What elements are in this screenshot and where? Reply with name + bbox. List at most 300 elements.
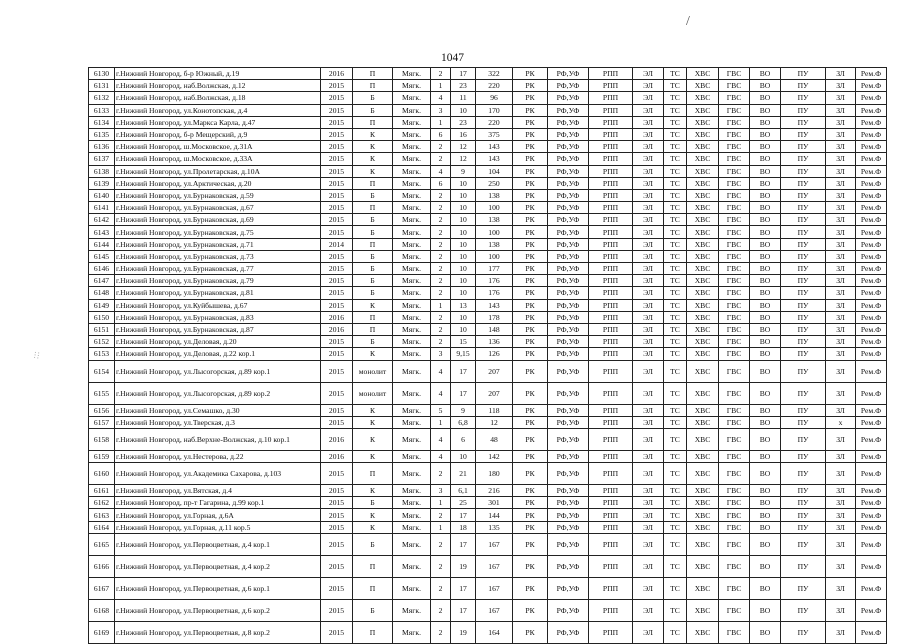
cell-roof-type: Мягк. [393,463,431,485]
cell-work-vo: ВО [750,153,781,165]
cell-work-gvs: ГВС [719,533,750,555]
cell-work-vo: ВО [750,92,781,104]
cell-year: 2015 [321,214,353,226]
cell-floors: 15 [451,336,476,348]
cell-apartments: 126 [476,348,513,360]
cell-work-rem-f: Рем.Ф [856,287,887,299]
cell-work-rpp: РПП [589,214,633,226]
cell-floors: 19 [451,555,476,577]
cell-work-rk: РК [513,104,548,116]
cell-work-hvs: ХВС [687,116,719,128]
cell-work-rem-f: Рем.Ф [856,165,887,177]
cell-work-pu: ПУ [781,497,826,509]
cell-year: 2014 [321,238,353,250]
cell-address: г.Нижний Новгород, ул.Маркса Карла, д.47 [115,116,321,128]
cell-floors: 19 [451,621,476,643]
cell-work-gvs: ГВС [719,104,750,116]
table-row [89,521,887,533]
cell-row-number: 6160 [89,463,115,485]
cell-work-vo: ВО [750,404,781,416]
table-row [89,68,887,80]
cell-apartments: 138 [476,238,513,250]
cell-work-rf-uf: РФ,УФ [548,336,589,348]
cell-work-rem-f: Рем.Ф [856,68,887,80]
cell-work-rk: РК [513,250,548,262]
cell-work-ts: ТС [664,116,687,128]
cell-work-rem-f: Рем.Ф [856,485,887,497]
table-row [89,128,887,140]
cell-work-rk: РК [513,533,548,555]
cell-work-el: ЭЛ [633,404,664,416]
cell-apartments: 178 [476,311,513,323]
cell-year: 2015 [321,287,353,299]
cell-row-number: 6135 [89,128,115,140]
cell-floors: 10 [451,104,476,116]
cell-year: 2016 [321,428,353,450]
cell-year: 2016 [321,68,353,80]
cell-work-pu: ПУ [781,214,826,226]
cell-year: 2015 [321,128,353,140]
cell-work-hvs: ХВС [687,153,719,165]
cell-work-ts: ТС [664,428,687,450]
cell-address: г.Нижний Новгород, ул.Бурнаковская, д.79 [115,275,321,287]
table-row [89,348,887,360]
cell-work-rem-f: Рем.Ф [856,80,887,92]
cell-work-vo: ВО [750,416,781,428]
table-row [89,116,887,128]
cell-work-pu: ПУ [781,141,826,153]
cell-floors: 6 [451,428,476,450]
cell-work-gvs: ГВС [719,189,750,201]
cell-year: 2015 [321,299,353,311]
cell-wall-material: П [353,80,393,92]
cell-address: г.Нижний Новгород, ул.Лысогорская, д.89 кор.1 [115,360,321,382]
cell-work-rf-uf: РФ,УФ [548,250,589,262]
cell-work-el: ЭЛ [633,116,664,128]
cell-floors: 10 [451,275,476,287]
cell-work-pu: ПУ [781,323,826,335]
cell-work-rf-uf: РФ,УФ [548,165,589,177]
cell-year: 2015 [321,177,353,189]
cell-work-rpp: РПП [589,250,633,262]
cell-work-zl: ЗЛ [826,141,856,153]
cell-work-ts: ТС [664,80,687,92]
cell-work-hvs: ХВС [687,250,719,262]
cell-year: 2015 [321,250,353,262]
cell-work-hvs: ХВС [687,497,719,509]
cell-floors: 10 [451,287,476,299]
cell-entrances: 4 [431,428,451,450]
cell-work-el: ЭЛ [633,177,664,189]
cell-work-zl: ЗЛ [826,599,856,621]
cell-work-rem-f: Рем.Ф [856,189,887,201]
table-row [89,497,887,509]
cell-floors: 10 [451,226,476,238]
cell-roof-type: Мягк. [393,177,431,189]
cell-work-el: ЭЛ [633,621,664,643]
cell-entrances: 2 [431,463,451,485]
cell-work-zl: ЗЛ [826,577,856,599]
cell-work-vo: ВО [750,177,781,189]
cell-work-zl: ЗЛ [826,238,856,250]
table-row [89,463,887,485]
cell-work-el: ЭЛ [633,323,664,335]
cell-work-ts: ТС [664,226,687,238]
cell-roof-type: Мягк. [393,336,431,348]
cell-row-number: 6134 [89,116,115,128]
cell-work-vo: ВО [750,311,781,323]
cell-work-ts: ТС [664,263,687,275]
cell-work-rem-f: Рем.Ф [856,177,887,189]
cell-work-pu: ПУ [781,599,826,621]
cell-work-gvs: ГВС [719,463,750,485]
cell-address: г.Нижний Новгород, наб.Волжская, д.12 [115,80,321,92]
cell-roof-type: Мягк. [393,165,431,177]
cell-work-zl: ЗЛ [826,533,856,555]
cell-work-rpp: РПП [589,116,633,128]
cell-work-gvs: ГВС [719,311,750,323]
cell-floors: 11 [451,92,476,104]
cell-work-rf-uf: РФ,УФ [548,92,589,104]
cell-work-rf-uf: РФ,УФ [548,382,589,404]
cell-wall-material: Б [353,287,393,299]
cell-roof-type: Мягк. [393,428,431,450]
cell-work-rk: РК [513,153,548,165]
cell-work-gvs: ГВС [719,238,750,250]
cell-entrances: 2 [431,621,451,643]
cell-work-gvs: ГВС [719,416,750,428]
cell-work-vo: ВО [750,80,781,92]
table-row [89,311,887,323]
cell-work-rpp: РПП [589,428,633,450]
cell-entrances: 3 [431,348,451,360]
cell-work-rem-f: Рем.Ф [856,116,887,128]
cell-work-hvs: ХВС [687,104,719,116]
cell-work-gvs: ГВС [719,263,750,275]
cell-work-rk: РК [513,416,548,428]
cell-work-ts: ТС [664,128,687,140]
cell-entrances: 3 [431,485,451,497]
cell-floors: 10 [451,250,476,262]
cell-work-rk: РК [513,287,548,299]
cell-work-rpp: РПП [589,92,633,104]
cell-work-rk: РК [513,165,548,177]
cell-entrances: 2 [431,533,451,555]
cell-work-rk: РК [513,555,548,577]
cell-work-zl: ЗЛ [826,214,856,226]
table-row [89,323,887,335]
cell-work-el: ЭЛ [633,509,664,521]
cell-work-gvs: ГВС [719,214,750,226]
cell-work-rk: РК [513,275,548,287]
cell-entrances: 4 [431,92,451,104]
cell-work-rk: РК [513,621,548,643]
cell-roof-type: Мягк. [393,116,431,128]
cell-work-rem-f: Рем.Ф [856,404,887,416]
cell-work-el: ЭЛ [633,263,664,275]
cell-wall-material: Б [353,275,393,287]
cell-work-rk: РК [513,80,548,92]
cell-roof-type: Мягк. [393,533,431,555]
cell-work-pu: ПУ [781,348,826,360]
cell-work-hvs: ХВС [687,428,719,450]
cell-wall-material: Б [353,189,393,201]
cell-work-el: ЭЛ [633,275,664,287]
cell-work-ts: ТС [664,360,687,382]
cell-address: г.Нижний Новгород, ул.Пролетарская, д.10А [115,165,321,177]
corner-pen-mark: / [686,14,690,29]
cell-work-rem-f: Рем.Ф [856,104,887,116]
cell-wall-material: П [353,621,393,643]
cell-work-vo: ВО [750,287,781,299]
cell-wall-material: К [353,416,393,428]
cell-floors: 21 [451,463,476,485]
cell-row-number: 6131 [89,80,115,92]
cell-work-pu: ПУ [781,263,826,275]
cell-floors: 10 [451,238,476,250]
cell-work-pu: ПУ [781,509,826,521]
cell-entrances: 2 [431,555,451,577]
cell-apartments: 144 [476,509,513,521]
cell-work-pu: ПУ [781,382,826,404]
cell-work-rf-uf: РФ,УФ [548,348,589,360]
cell-work-pu: ПУ [781,189,826,201]
cell-work-gvs: ГВС [719,323,750,335]
cell-work-rem-f: Рем.Ф [856,336,887,348]
cell-work-rem-f: Рем.Ф [856,299,887,311]
cell-work-el: ЭЛ [633,202,664,214]
cell-work-rem-f: Рем.Ф [856,311,887,323]
cell-row-number: 6155 [89,382,115,404]
cell-row-number: 6152 [89,336,115,348]
cell-row-number: 6141 [89,202,115,214]
cell-entrances: 1 [431,416,451,428]
cell-work-el: ЭЛ [633,450,664,462]
cell-work-rpp: РПП [589,238,633,250]
cell-work-hvs: ХВС [687,68,719,80]
cell-work-el: ЭЛ [633,189,664,201]
cell-row-number: 6158 [89,428,115,450]
cell-entrances: 2 [431,577,451,599]
cell-work-ts: ТС [664,323,687,335]
cell-work-hvs: ХВС [687,360,719,382]
cell-work-zl: ЗЛ [826,128,856,140]
cell-work-ts: ТС [664,311,687,323]
cell-work-ts: ТС [664,214,687,226]
cell-roof-type: Мягк. [393,263,431,275]
cell-work-rf-uf: РФ,УФ [548,275,589,287]
cell-work-hvs: ХВС [687,165,719,177]
cell-floors: 6,1 [451,485,476,497]
cell-work-gvs: ГВС [719,428,750,450]
cell-work-ts: ТС [664,404,687,416]
cell-row-number: 6163 [89,509,115,521]
cell-row-number: 6149 [89,299,115,311]
cell-work-zl: ЗЛ [826,428,856,450]
cell-work-el: ЭЛ [633,555,664,577]
cell-work-hvs: ХВС [687,621,719,643]
cell-wall-material: П [353,238,393,250]
cell-work-el: ЭЛ [633,214,664,226]
cell-work-rk: РК [513,404,548,416]
cell-work-rf-uf: РФ,УФ [548,177,589,189]
cell-work-rf-uf: РФ,УФ [548,226,589,238]
cell-work-ts: ТС [664,275,687,287]
cell-work-vo: ВО [750,299,781,311]
cell-work-el: ЭЛ [633,382,664,404]
cell-work-ts: ТС [664,521,687,533]
page-number: 1047 [441,52,464,64]
cell-work-hvs: ХВС [687,463,719,485]
cell-wall-material: Б [353,497,393,509]
cell-work-vo: ВО [750,165,781,177]
cell-floors: 25 [451,497,476,509]
cell-floors: 23 [451,80,476,92]
cell-work-vo: ВО [750,621,781,643]
cell-work-rem-f: Рем.Ф [856,599,887,621]
cell-work-ts: ТС [664,287,687,299]
cell-year: 2015 [321,404,353,416]
cell-row-number: 6136 [89,141,115,153]
cell-work-ts: ТС [664,485,687,497]
cell-work-hvs: ХВС [687,450,719,462]
cell-apartments: 100 [476,202,513,214]
cell-work-rpp: РПП [589,165,633,177]
cell-work-rk: РК [513,189,548,201]
cell-work-hvs: ХВС [687,577,719,599]
cell-wall-material: П [353,116,393,128]
cell-floors: 13 [451,299,476,311]
cell-row-number: 6150 [89,311,115,323]
cell-work-ts: ТС [664,382,687,404]
cell-row-number: 6146 [89,263,115,275]
cell-work-zl: ЗЛ [826,382,856,404]
cell-entrances: 1 [431,497,451,509]
cell-entrances: 2 [431,275,451,287]
cell-roof-type: Мягк. [393,382,431,404]
cell-work-gvs: ГВС [719,555,750,577]
cell-work-el: ЭЛ [633,128,664,140]
cell-entrances: 2 [431,153,451,165]
cell-wall-material: Б [353,533,393,555]
cell-work-vo: ВО [750,428,781,450]
cell-floors: 10 [451,177,476,189]
table-row [89,238,887,250]
cell-roof-type: Мягк. [393,250,431,262]
cell-year: 2016 [321,323,353,335]
cell-wall-material: К [353,428,393,450]
cell-work-gvs: ГВС [719,80,750,92]
table-row [89,214,887,226]
cell-roof-type: Мягк. [393,323,431,335]
table-row [89,485,887,497]
cell-work-gvs: ГВС [719,202,750,214]
cell-work-rem-f: Рем.Ф [856,141,887,153]
cell-work-rem-f: Рем.Ф [856,360,887,382]
cell-work-zl: ЗЛ [826,450,856,462]
table-row [89,360,887,382]
cell-roof-type: Мягк. [393,485,431,497]
cell-work-gvs: ГВС [719,336,750,348]
cell-row-number: 6142 [89,214,115,226]
cell-work-pu: ПУ [781,533,826,555]
cell-apartments: 170 [476,104,513,116]
cell-apartments: 136 [476,336,513,348]
cell-wall-material: П [353,555,393,577]
cell-work-rpp: РПП [589,336,633,348]
cell-row-number: 6167 [89,577,115,599]
cell-work-rpp: РПП [589,226,633,238]
cell-work-vo: ВО [750,382,781,404]
cell-work-rf-uf: РФ,УФ [548,299,589,311]
cell-work-pu: ПУ [781,416,826,428]
cell-work-rk: РК [513,128,548,140]
cell-work-zl: ЗЛ [826,189,856,201]
cell-work-ts: ТС [664,189,687,201]
cell-year: 2015 [321,348,353,360]
cell-work-vo: ВО [750,128,781,140]
cell-entrances: 2 [431,214,451,226]
cell-work-hvs: ХВС [687,404,719,416]
cell-wall-material: монолит [353,360,393,382]
cell-work-rf-uf: РФ,УФ [548,141,589,153]
cell-work-zl: ЗЛ [826,177,856,189]
cell-work-zl: ЗЛ [826,92,856,104]
cell-work-hvs: ХВС [687,214,719,226]
table-row [89,250,887,262]
cell-roof-type: Мягк. [393,404,431,416]
cell-work-hvs: ХВС [687,128,719,140]
cell-work-vo: ВО [750,68,781,80]
cell-work-rf-uf: РФ,УФ [548,416,589,428]
cell-apartments: 138 [476,189,513,201]
cell-entrances: 4 [431,382,451,404]
cell-wall-material: К [353,348,393,360]
cell-work-vo: ВО [750,497,781,509]
table-row [89,177,887,189]
cell-roof-type: Мягк. [393,153,431,165]
table-row [89,621,887,643]
cell-address: г.Нижний Новгород, ул.Бурнаковская, д.69 [115,214,321,226]
table-row [89,416,887,428]
cell-wall-material: Б [353,336,393,348]
cell-wall-material: К [353,165,393,177]
table-row [89,382,887,404]
cell-address: г.Нижний Новгород, ул.Бурнаковская, д.73 [115,250,321,262]
cell-work-gvs: ГВС [719,599,750,621]
cell-row-number: 6165 [89,533,115,555]
cell-row-number: 6139 [89,177,115,189]
cell-work-zl: ЗЛ [826,360,856,382]
cell-work-rk: РК [513,577,548,599]
table-row [89,428,887,450]
margin-smudge: ::: [30,350,42,360]
cell-work-rem-f: Рем.Ф [856,450,887,462]
cell-work-el: ЭЛ [633,463,664,485]
cell-floors: 12 [451,141,476,153]
cell-address: г.Нижний Новгород, ул.Бурнаковская, д.83 [115,311,321,323]
cell-work-rpp: РПП [589,128,633,140]
cell-work-gvs: ГВС [719,509,750,521]
cell-work-rem-f: Рем.Ф [856,533,887,555]
cell-work-zl: ЗЛ [826,336,856,348]
cell-address: г.Нижний Новгород, ш.Московское, д.31А [115,141,321,153]
cell-address: г.Нижний Новгород, ул.Конотопская, д.4 [115,104,321,116]
cell-work-rf-uf: РФ,УФ [548,323,589,335]
cell-work-gvs: ГВС [719,485,750,497]
cell-work-rf-uf: РФ,УФ [548,202,589,214]
cell-apartments: 104 [476,165,513,177]
